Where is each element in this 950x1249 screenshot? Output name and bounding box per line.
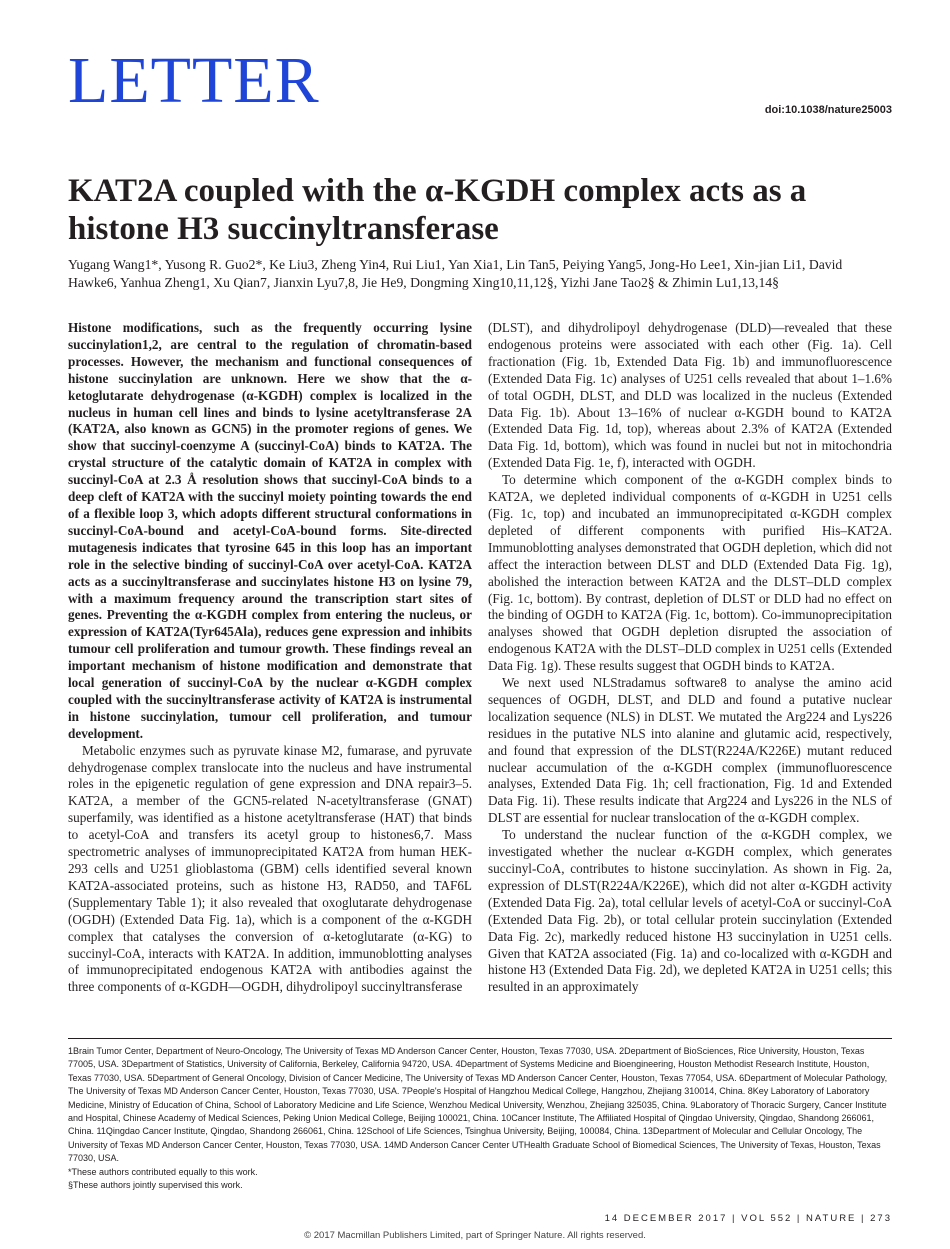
- author-list: Yugang Wang1*, Yusong R. Guo2*, Ke Liu3, Zheng Yin4, Rui Liu1, Yan Xia1, Lin Tan5, Peiying Yang5, Jong-Ho Lee1, Xin-jian Li1, David Hawke6, Yanhua Zheng1, Xu Qian7, Jianxin Lyu7,8, Jie He9, Dongming Xing10,11,12§, Yizhi Jane Tao2§ & Zhimin Lu1,13,14§: [68, 257, 843, 290]
- joint-supervision-note: §These authors jointly supervised this work.: [68, 1180, 243, 1191]
- affiliations: [68, 1045, 892, 1192]
- body-paragraph: To determine which component of the α-KGDH complex binds to KAT2A, we depleted individual components of α-KGDH in U251 cells (Fig. 1c, top) and incubated an immunoprecipitated α-KGDH complex depleted of different components with purified His–KAT2A. Immunoblotting analyses demonstrated that OGDH depletion, which did not affect the interaction between DLST and DLD (Extended Data Fig. 1g), abolished the interaction between KAT2A and the DLST–DLD complex (Fig. 1c, bottom). By contrast, depletion of DLST or DLD had no effect on the binding of OGDH to KAT2A (Fig. 1c, bottom). Co-immunoprecipitation analyses showed that OGDH depletion disrupted the association of endogenous KAT2A with the DLST–DLD complex in U251 cells (Extended Data Fig. 1g). These results suggest that OGDH binds to KAT2A.: [488, 472, 892, 674]
- footnote-divider: [68, 1038, 892, 1039]
- article-title: KAT2A coupled with the α-KGDH complex acts as a histone H3 succinyltransferase: [68, 173, 807, 247]
- body-paragraph: Metabolic enzymes such as pyruvate kinase M2, fumarase, and pyruvate dehydrogenase complex translocate into the nucleus and have instrumental roles in the epigenetic regulation of gene expression and DNA repair3–5. KAT2A, a member of the GCN5-related N-acetyltransferase (GNAT) superfamily, was identified as a histone acetyltransferase (HAT) that binds to acetyl-CoA and transfers its acetyl group to histones6,7. Mass spectrometric analyses of immunoprecipitated KAT2A from human HEK-293 cells and U251 glioblastoma (GBM) cells identified several known KAT2A-associated proteins, such as histone H3, RAD50, and TAF6L (Supplementary Table 1); it also revealed that oxoglutarate dehydrogenase (OGDH) (Extended Data Fig. 1a), which is a component of the α-KGDH complex that catalyses the conversion of α-ketoglutarate (α-KG) to succinyl-CoA, interacts with KAT2A. In addition, immunoblotting analyses of immunoprecipitated endogenous KAT2A with antibodies against the three components of α-KGDH—OGDH, dihydrolipoyl succinyltransferase: [68, 742, 472, 995]
- abstract: Histone modifications, such as the frequently occurring lysine succinylation1,2, are central to the regulation of chromatin-based processes. However, the mechanism and functional consequences of histone succinylation are unknown. Here we show that the α-ketoglutarate dehydrogenase (α-KGDH) complex is localized in the nucleus in human cell lines and binds to lysine acetyltransferase 2A (KAT2A, also known as GCN5) in the promoter regions of genes. We show that succinyl-coenzyme A (succinyl-CoA) binds to KAT2A. The crystal structure of the catalytic domain of KAT2A in complex with succinyl-CoA at 2.3 Å resolution shows that succinyl-CoA binds to a deep cleft of KAT2A with the succinyl moiety pointing towards the end of a flexible loop 3, which adopts different structural conformations in succinyl-CoA-bound and acetyl-CoA-bound forms. Site-directed mutagenesis indicates that tyrosine 645 in this loop has an important role in the selective binding of succinyl-CoA over acetyl-CoA. KAT2A acts as a succinyltransferase and succinylates histone H3 on lysine 79, with a maximum frequency around the transcription start sites of genes. Preventing the α-KGDH complex from entering the nucleus, or expression of KAT2A(Tyr645Ala), reduces gene expression and inhibits tumour cell proliferation and tumour growth. These findings reveal an important mechanism of histone modification and demonstrate that local generation of succinyl-CoA by the nuclear α-KGDH complex coupled with the succinyltransferase activity of KAT2A is instrumental in histone succinylation, tumour cell proliferation, and tumour development.: [68, 320, 472, 741]
- body-paragraph: We next used NLStradamus software8 to analyse the amino acid sequences of OGDH, DLST, and DLD and found a putative nuclear localization sequence (NLS) in DLST. We mutated the Arg224 and Lys226 residues in the putative NLS into alanine and glutamic acid, respectively, and found that expression of the DLST(R224A/K226E) mutant reduced nuclear accumulation of the α-KGDH complex (immunofluorescence analyses, Extended Data Fig. 1h; cell fractionation, Fig. 1d and Extended Data Fig. 1i). These results indicate that Arg224 and Lys226 in the NLS of DLST are essential for nuclear translocation of the α-KGDH complex.: [488, 675, 892, 826]
- left-column: [68, 320, 472, 996]
- section-label: LETTER: [68, 44, 320, 117]
- equal-contribution-note: *These authors contributed equally to this work.: [68, 1166, 258, 1177]
- doi-link[interactable]: doi:10.1038/nature25003: [764, 104, 892, 116]
- copyright-notice: © 2017 Macmillan Publishers Limited, part of Springer Nature. All rights reserved.: [304, 1230, 646, 1241]
- affiliation-list: 1Brain Tumor Center, Department of Neuro-Oncology, The University of Texas MD Anderson Cancer Center, Houston, Texas 77030, USA. 2Department of BioSciences, Rice University, Houston, Texas 77005, USA. 3Department of Statistics, University of California, Berkeley, California 94720, USA. 4Department of Systems Medicine and Bioengineering, Houston Methodist Research Institute, Houston, Texas 77030, USA. 5Department of General Oncology, Division of Cancer Medicine, The University of Texas MD Anderson Cancer Center, Houston, Texas 77054, USA. 6Department of Molecular Pathology, The University of Texas MD Anderson Cancer Center, Houston, Texas 77030, USA. 7People's Hospital of Hangzhou Medical College, Hangzhou, Zhejiang 310014, China. 8Key Laboratory of Laboratory Medicine, Ministry of Education of China, School of Laboratory Medicine and Life Science, Wenzhou Medical University, Wenzhou, Zhejiang 325035, China. 9Laboratory of Thoracic Surgery, Cancer Institute and Hospital, Chinese Academy of Medical Sciences, Peking Union Medical College, Beijing 100021, China. 10Cancer Institute, The Affiliated Hospital of Qingdao University, Qingdao, Shandong 266061, China. 11Qingdao Cancer Institute, Qingdao, Shandong 266061, China. 12School of Life Sciences, Tsinghua University, Beijing, 100084, China. 13Department of Molecular and Cellular Oncology, The University of Texas MD Anderson Cancer Center, Houston, Texas 77030, USA. 14MD Anderson Cancer Center UTHealth Graduate School of Biomedical Sciences, The University of Texas, Houston, Texas 77030, USA.: [68, 1046, 888, 1164]
- body-paragraph: (DLST), and dihydrolipoyl dehydrogenase (DLD)—revealed that these endogenous proteins were associated with each other (Fig. 1a). Cell fractionation (Fig. 1b, Extended Data Fig. 1b) and immunofluorescence (Extended Data Fig. 1c) analyses of U251 cells revealed that about 1–1.6% of total OGDH, DLST, and DLD was localized in the nucleus (Extended Data Fig. 1b). About 13–16% of nuclear α-KGDH bound to KAT2A (Extended Data Fig. 1d, top), whereas about 2.3% of KAT2A (Extended Data Fig. 1d, bottom), which was found in nuclei but not in mitochondria (Extended Data Fig. 1e, f), interacted with OGDH.: [488, 320, 892, 471]
- journal-info: 14 DECEMBER 2017 | VOL 552 | NATURE | 273: [604, 1213, 892, 1224]
- body-paragraph: To understand the nuclear function of the α-KGDH complex, we investigated whether the nuclear α-KGDH complex, which generates succinyl-CoA, contributes to histone succinylation. As shown in Fig. 2a, expression of DLST(R224A/K226E), which did not alter α-KGDH activity (Extended Data Fig. 2a), total cellular levels of acetyl-CoA or succinyl-CoA (Extended Data Fig. 2b), or total cellular protein succinylation (Extended Data Fig. 2c), markedly reduced histone H3 succinylation in U251 cells. Given that KAT2A associated (Fig. 1a) and co-localized with α-KGDH and histone H3 (Extended Data Fig. 2d), we depleted KAT2A in U251 cells; this resulted in an approximately: [488, 827, 892, 995]
- right-column: [488, 320, 892, 996]
